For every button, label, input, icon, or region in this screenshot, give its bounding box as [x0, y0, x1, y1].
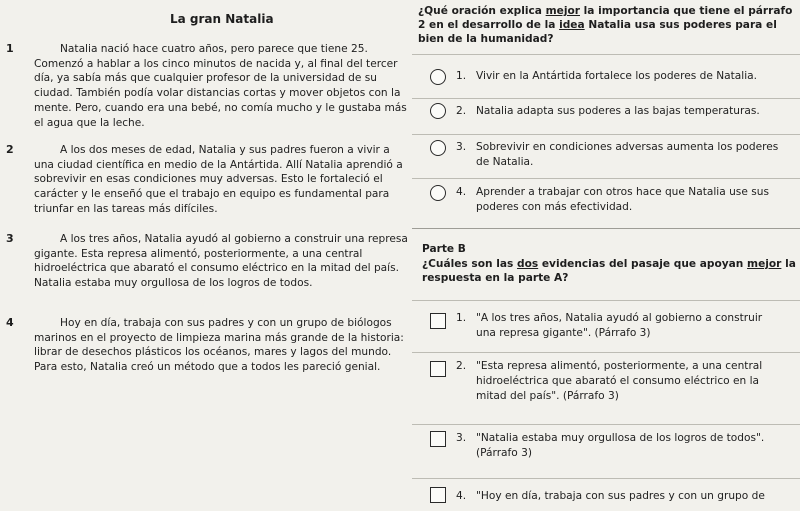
paragraph-text: Natalia nació hace cuatro años, pero parece que tiene 25. Comenzó a hablar a los cinco minutos de nacida y, al final del tercer día, ya sabía más que cualquier profesor de la universidad de su ciudad. También podía volar distancias cortas y mover objetos con la mente. Pero, cuando era una bebé, no comía mucho y le gustaba más el agua que la leche.	[34, 43, 407, 129]
paragraph-text: A los dos meses de edad, Natalia y sus padres fueron a vivir a una ciudad científica en medio de la Antártida. Allí Natalia aprendió a sobrevivir en esas condiciones muy adversas. Esto le fortaleció el carácter y le enseñó que el trabajo en equipo es fundamental para triunfar en las tareas más difíciles.	[34, 144, 403, 215]
paragraph-number: 1	[6, 42, 14, 55]
part-a-option-2[interactable]: 2. Natalia adapta sus poderes a las bajas temperaturas.	[412, 98, 800, 135]
part-a-option-3[interactable]: 3. Sobrevivir en condiciones adversas aumenta los poderes de Natalia.	[412, 134, 800, 179]
part-b-option-3[interactable]: 3. "Natalia estaba muy orgullosa de los logros de todos". (Párrafo 3)	[412, 424, 800, 477]
part-a-option-4[interactable]: 4. Aprender a trabajar con otros hace que Natalia use sus poderes con más efectividad.	[412, 178, 800, 225]
checkbox[interactable]	[430, 487, 446, 503]
paragraph-number: 3	[6, 232, 14, 245]
paragraph-number: 2	[6, 143, 14, 156]
paragraph-text: Hoy en día, trabaja con sus padres y con un grupo de biólogos marinos en el proyecto de limpieza marina más grande de la historia: librar de desechos plásticos los océanos, mares y lagos del mundo. Para esto, Natalia creó un método que a todos les pareció genial.	[34, 317, 404, 374]
part-b-option-2[interactable]: 2. "Esta represa alimentó, posteriormente, a una central hidroeléctrica que abarató el consumo eléctrico en la mitad del país". (Párrafo 3)	[412, 352, 800, 425]
checkbox[interactable]	[430, 313, 446, 329]
radio-button[interactable]	[430, 185, 446, 201]
questions-column	[412, 0, 800, 510]
part-a-option-1[interactable]: 1. Vivir en la Antártida fortalece los poderes de Natalia.	[412, 54, 800, 99]
part-b-header	[412, 228, 800, 297]
part-b-option-1[interactable]: 1. "A los tres años, Natalia ayudó al gobierno a construir una represa gigante". (Párrafo 3)	[412, 300, 800, 353]
checkbox[interactable]	[430, 361, 446, 377]
radio-button[interactable]	[430, 140, 446, 156]
story-title: La gran Natalia	[170, 12, 274, 26]
checkbox[interactable]	[430, 431, 446, 447]
part-a-question: ¿Qué oración explica mejor la importancia que tiene el párrafo 2 en el desarrollo de la idea Natalia usa sus poderes para el bien de la humanidad?	[418, 5, 793, 45]
part-b-option-4[interactable]: 4. "Hoy en día, trabaja con sus padres y con un grupo de	[412, 478, 800, 511]
radio-button[interactable]	[430, 103, 446, 119]
paragraph-text: A los tres años, Natalia ayudó al gobierno a construir una represa gigante. Esta represa alimentó, posteriormente, a una central hidroeléctrica que abarató el consumo eléctrico en la mitad del país. Natalia estaba muy orgullosa de los logros de todos.	[34, 233, 408, 290]
part-b-label: Parte B	[422, 243, 466, 255]
radio-button[interactable]	[430, 69, 446, 85]
part-b-question: ¿Cuáles son las dos evidencias del pasaje que apoyan mejor la respuesta en la parte A?	[422, 258, 796, 284]
paragraph-number: 4	[6, 316, 14, 329]
